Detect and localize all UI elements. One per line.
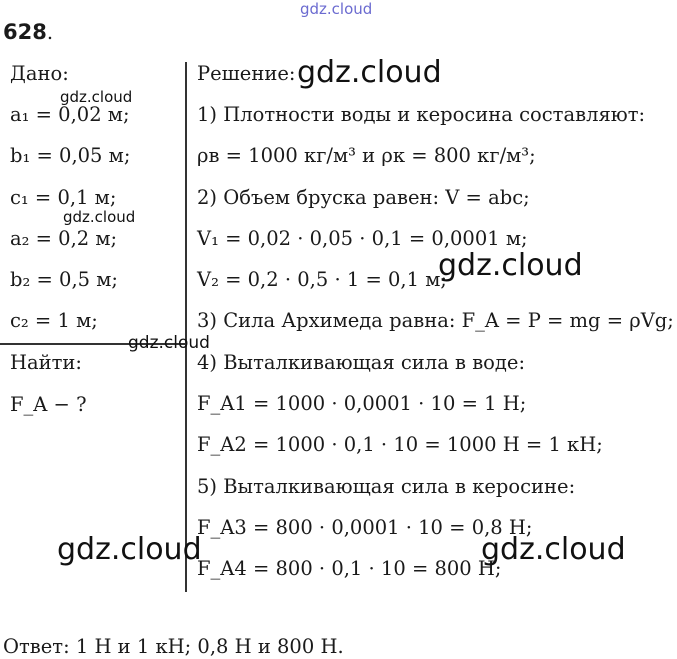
watermark-solution-header: gdz.cloud [297, 55, 442, 90]
solution-step-2: ρв = 1000 кг/м³ и ρк = 800 кг/м³; [197, 144, 536, 167]
solution-step-11: F_A3 = 800 · 0,0001 · 10 = 0,8 Н; [197, 516, 533, 539]
find-item: F_A − ? [10, 393, 87, 416]
watermark-find: gdz.cloud [128, 333, 210, 353]
solution-step-4: V₁ = 0,02 · 0,05 · 0,1 = 0,0001 м; [197, 227, 528, 250]
column-divider [185, 62, 187, 592]
solution-step-7: 4) Выталкивающая сила в воде: [197, 351, 526, 374]
answer-line: Ответ: 1 Н и 1 кН; 0,8 Н и 800 Н. [3, 635, 344, 658]
given-item-a2: a₂ = 0,2 м; [10, 227, 118, 250]
problem-number-dot: . [46, 21, 54, 44]
solution-step-8: F_A1 = 1000 · 0,0001 · 10 = 1 Н; [197, 392, 527, 415]
solution-step-10: 5) Выталкивающая сила в керосине: [197, 475, 576, 498]
find-label: Найти: [10, 351, 82, 374]
given-item-b1: b₁ = 0,05 м; [10, 144, 131, 167]
solution-label: Решение: [197, 62, 296, 85]
given-item-a1: a₁ = 0,02 м; [10, 103, 130, 126]
watermark-bottom-right: gdz.cloud [481, 532, 626, 567]
given-item-c1: c₁ = 0,1 м; [10, 186, 117, 209]
watermark-middle: gdz.cloud [438, 248, 583, 283]
solution-step-12: F_A4 = 800 · 0,1 · 10 = 800 Н; [197, 557, 502, 580]
solution-step-9: F_A2 = 1000 · 0,1 · 10 = 1000 Н = 1 кН; [197, 433, 603, 456]
top-watermark: gdz.cloud [300, 0, 373, 18]
problem-number [3, 20, 53, 44]
watermark-given-1: gdz.cloud [60, 88, 133, 106]
solution-step-6: 3) Сила Архимеда равна: F_A = P = mg = ρVg; [197, 309, 674, 332]
solution-step-5: V₂ = 0,2 · 0,5 · 1 = 0,1 м; [197, 268, 447, 291]
watermark-bottom-left: gdz.cloud [57, 532, 202, 567]
problem-number-value: 628 [3, 20, 47, 44]
given-label: Дано: [10, 62, 69, 85]
watermark-given-2: gdz.cloud [63, 208, 136, 226]
given-item-b2: b₂ = 0,5 м; [10, 268, 118, 291]
solution-step-3: 2) Объем бруска равен: V = abc; [197, 186, 530, 209]
solution-step-1: 1) Плотности воды и керосина составляют: [197, 103, 646, 126]
given-item-c2: c₂ = 1 м; [10, 309, 98, 332]
